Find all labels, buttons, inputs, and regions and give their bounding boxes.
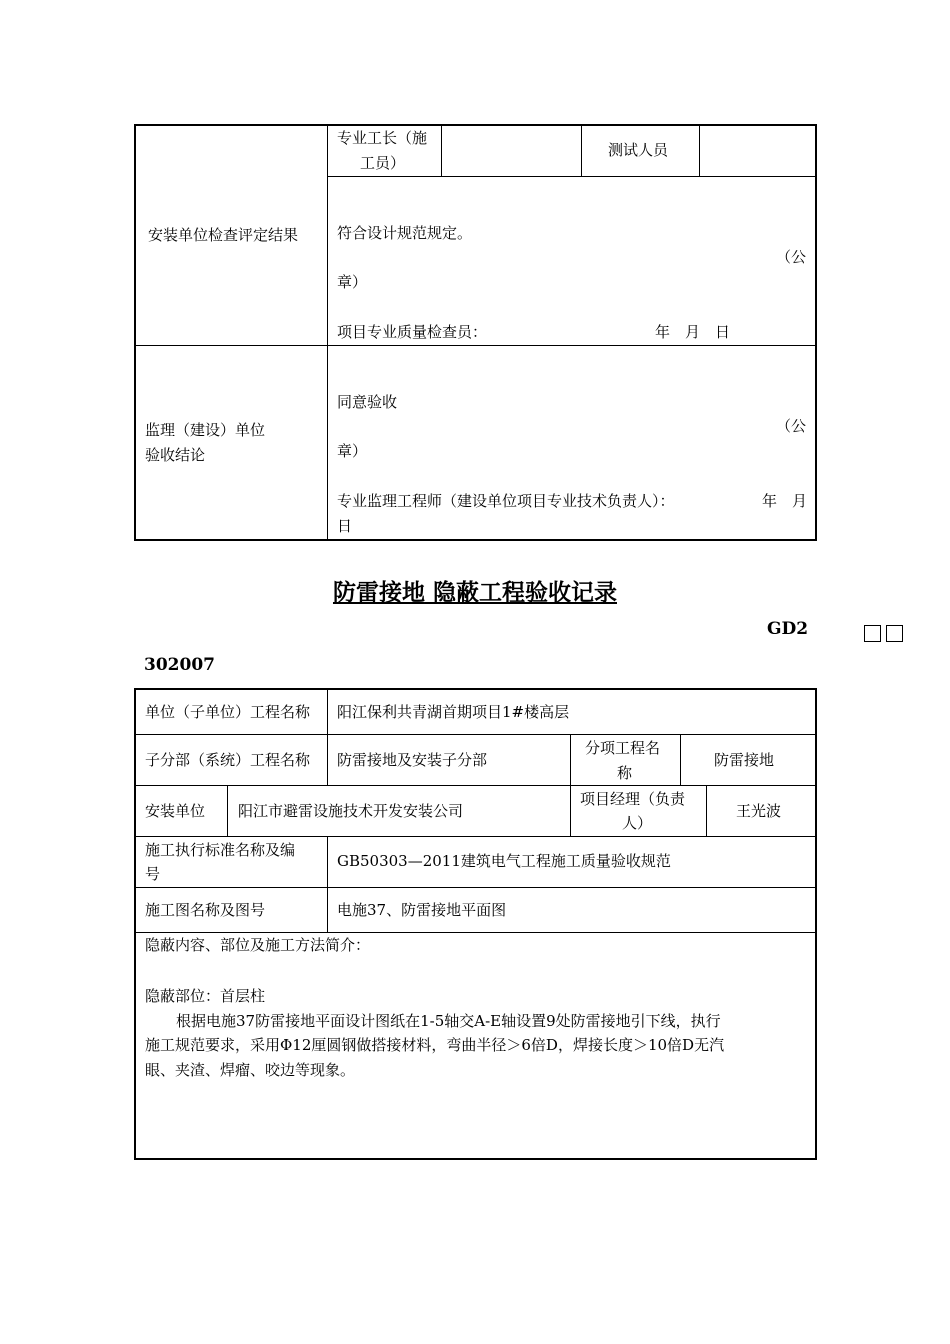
quality-inspector-label: 项目专业质量检查员：	[337, 323, 488, 341]
top-table-cell-divider	[581, 124, 582, 176]
subsection-label: 子分部（系统）工程名称	[145, 751, 311, 769]
project-manager-value: 王光波	[736, 802, 782, 820]
title-gap	[425, 580, 433, 606]
form-row-divider	[134, 785, 817, 786]
form-col-divider	[570, 734, 571, 836]
item-value: 防雷接地	[714, 751, 775, 769]
standard-label: 施工执行标准名称及编	[145, 841, 296, 859]
top-table-col-divider	[327, 124, 328, 541]
checkbox-icon	[886, 625, 903, 642]
seal-text: （公	[776, 248, 807, 266]
top-table-cell-divider	[441, 124, 442, 176]
subsection-value: 防雷接地及安装子分部	[337, 751, 488, 769]
document-title	[0, 574, 950, 607]
form-col-divider	[227, 785, 228, 836]
date-label-2-day: 日	[337, 517, 353, 535]
top-table-cell-divider	[699, 124, 700, 176]
title-part2: 隐蔽工程验收记录	[433, 580, 617, 606]
standard-value: GB50303—2011建筑电气工程施工质量验收规范	[337, 852, 671, 870]
top-table-subrow-divider	[327, 176, 817, 177]
drawing-label: 施工图名称及图号	[145, 901, 266, 919]
title-part1: 防雷接地	[332, 580, 425, 606]
date-label: 年 月 日	[655, 323, 731, 341]
form-row-divider	[134, 734, 817, 735]
item-label: 分项工程名	[585, 739, 661, 757]
description-line: 根据电施37防雷接地平面设计图纸在1-5轴交A-E轴设置9处防雷接地引下线，执行	[176, 1012, 721, 1030]
tester-label: 测试人员	[608, 141, 669, 159]
foreman-label: 专业工长（施	[337, 129, 428, 147]
standard-label-line2: 号	[145, 865, 161, 883]
supervision-result: 同意验收	[337, 393, 398, 411]
item-label-line2: 称	[617, 764, 633, 782]
foreman-label-line2: 工员）	[360, 154, 406, 172]
date-label-2: 年 月	[762, 492, 808, 510]
top-table-row-divider	[134, 345, 817, 346]
install-result: 符合设计规范规定。	[337, 224, 473, 242]
project-manager-label-line2: 人）	[622, 814, 653, 832]
form-col-divider	[327, 688, 328, 786]
form-row-divider	[134, 887, 817, 888]
project-name-label: 单位（子单位）工程名称	[145, 703, 311, 721]
supervision-label: 监理（建设）单位	[145, 421, 266, 439]
content-heading: 隐蔽内容、部位及施工方法简介：	[145, 936, 371, 954]
project-name-value: 阳江保利共青湖首期项目1#楼高层	[337, 703, 570, 721]
seal-text-2-line2: 章）	[337, 442, 368, 460]
project-manager-label: 项目经理（负责	[580, 790, 686, 808]
form-col-divider	[706, 785, 707, 836]
checkbox-icon	[864, 625, 881, 642]
supervisor-label: 专业监理工程师（建设单位项目专业技术负责人）：	[337, 492, 675, 510]
description-line: 施工规范要求，采用Φ12厘圆钢做搭接材料，弯曲半径＞6倍D，焊接长度＞10倍D无汽	[145, 1036, 725, 1054]
seal-text-2: （公	[776, 417, 807, 435]
install-unit-value: 阳江市避雷设施技术开发安装公司	[238, 802, 464, 820]
drawing-value: 电施37、防雷接地平面图	[337, 901, 507, 919]
description-line: 眼、夹渣、焊瘤、咬边等现象。	[145, 1061, 356, 1079]
form-code-line2: 302007	[144, 655, 215, 675]
hidden-location: 隐蔽部位：首层柱	[145, 987, 266, 1005]
install-unit-label: 安装单位	[145, 802, 206, 820]
supervision-label-line2: 验收结论	[145, 446, 206, 464]
install-check-label: 安装单位检查评定结果	[148, 226, 299, 244]
form-col-divider	[680, 734, 681, 785]
form-code: GD2	[767, 619, 809, 639]
seal-text-line2: 章）	[337, 273, 368, 291]
form-row-divider	[134, 836, 817, 837]
form-col-divider	[327, 836, 328, 933]
